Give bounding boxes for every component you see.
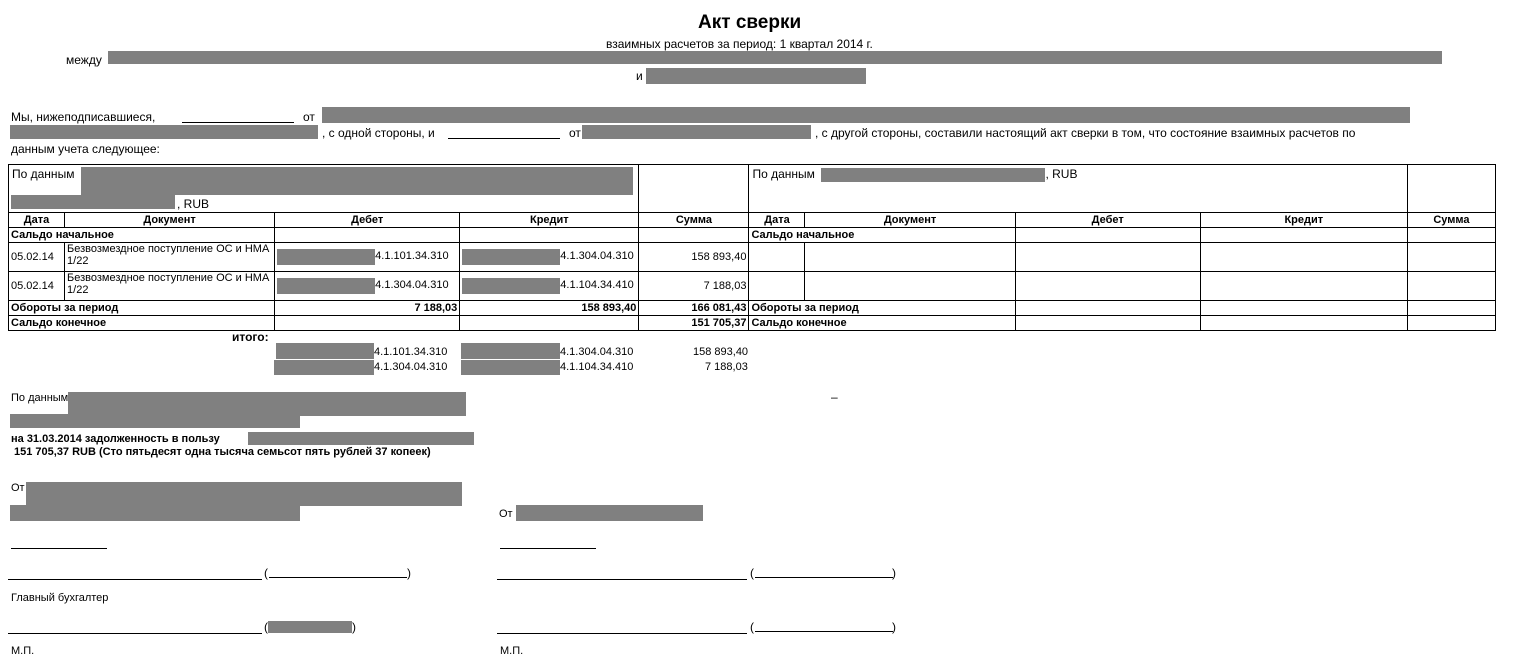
sign-from-right: От	[499, 508, 513, 520]
accountant-signature-line	[8, 633, 262, 634]
redacted-conclusion-party	[68, 392, 466, 416]
debt-line: на 31.03.2014 задолженность в пользу	[11, 433, 220, 445]
conclusion-dash: –	[831, 390, 838, 404]
row-document: Безвозмездное поступление ОС и НМА 1/22	[65, 243, 275, 272]
redacted-account	[461, 343, 560, 359]
saldo-end-sum: 151 705,37	[639, 316, 749, 331]
turnover-debit: 7 188,03	[275, 301, 460, 316]
stamp-right: М.П.	[500, 645, 524, 657]
right-party-header	[749, 165, 1407, 213]
col-date: Дата	[9, 213, 65, 228]
name-blank-left	[269, 577, 407, 578]
totals-sum-2: 7 188,03	[705, 361, 748, 373]
left-by-data-label: По данным	[12, 167, 75, 181]
redacted-left-party-2	[11, 195, 175, 209]
redacted-left-party	[81, 167, 633, 195]
debt-amount: 151 705,37 RUB (Сто пятьдесят одна тысяча семьсот пять рублей 37 копеек)	[14, 446, 431, 458]
chief-accountant-label: Главный бухгалтер	[11, 592, 109, 604]
row-date: 05.02.14	[9, 243, 65, 272]
document-subtitle: взаимных расчетов за период: 1 квартал 2014 г.	[606, 37, 873, 51]
intro-we: Мы, нижеподписавшиеся,	[11, 110, 156, 124]
intro-from-2: от	[569, 126, 581, 140]
redacted-org-2	[582, 125, 811, 139]
position-blank-right	[500, 548, 596, 549]
col-document: Документ	[65, 213, 275, 228]
col-sum: Сумма	[639, 213, 749, 228]
totals-debit-1: 4.1.101.34.310	[374, 346, 448, 358]
left-currency: , RUB	[177, 197, 210, 211]
table-row	[9, 272, 1496, 301]
row-debit: 4.1.304.04.310	[275, 272, 460, 301]
redacted-right-party	[821, 168, 1045, 182]
row-date: 05.02.14	[9, 272, 65, 301]
name-blank-right	[755, 577, 893, 578]
conclusion-by-data: По данным	[11, 392, 69, 404]
redacted-account	[277, 249, 375, 265]
right-by-data-label: По данным	[752, 167, 815, 181]
row-credit: 4.1.104.34.410	[460, 272, 639, 301]
turnover-credit: 158 893,40	[460, 301, 639, 316]
redacted-sign-org-left	[26, 482, 462, 506]
redacted-org-1b	[10, 125, 318, 139]
totals-label: итого:	[232, 330, 269, 344]
signature-line-right	[497, 579, 747, 580]
turnover-sum: 166 081,43	[639, 301, 749, 316]
saldo-start-right: Сальдо начальное	[749, 228, 1015, 243]
intro-data: данным учета следующее:	[11, 142, 160, 156]
row-sum: 158 893,40	[639, 243, 749, 272]
between-label: между	[66, 53, 102, 67]
col-credit-right: Кредит	[1200, 213, 1407, 228]
signer-1-blank	[182, 122, 294, 123]
row-debit: 4.1.101.34.310	[275, 243, 460, 272]
totals-credit-2: 4.1.104.34.410	[560, 361, 634, 373]
redacted-account	[277, 278, 375, 294]
col-debit: Дебет	[275, 213, 460, 228]
intro-from-1: от	[303, 110, 315, 124]
redacted-account	[461, 360, 560, 375]
stamp-left: М.П.	[11, 645, 35, 657]
turnover-label-right: Обороты за период	[749, 301, 1015, 316]
table-row	[9, 243, 1496, 272]
redacted-org-1a	[322, 107, 1410, 123]
row-credit: 4.1.304.04.310	[460, 243, 639, 272]
redacted-account	[274, 360, 374, 375]
redacted-account	[462, 278, 560, 294]
position-blank-left	[11, 548, 107, 549]
redacted-account	[462, 249, 560, 265]
saldo-end-label-right: Сальдо конечное	[749, 316, 1015, 331]
redacted-conclusion-party-2	[10, 414, 300, 428]
col-date-right: Дата	[749, 213, 805, 228]
totals-credit-1: 4.1.304.04.310	[560, 346, 634, 358]
and-label: и	[636, 69, 643, 83]
turnover-label: Обороты за период	[9, 301, 275, 316]
redacted-party-1	[108, 51, 1442, 64]
row-document: Безвозмездное поступление ОС и НМА 1/22	[65, 272, 275, 301]
sign-from-left: От	[11, 482, 25, 494]
redacted-account	[276, 343, 374, 359]
totals-sum-1: 158 893,40	[693, 346, 749, 358]
saldo-end-label: Сальдо конечное	[9, 316, 275, 331]
accountant-name-blank-right	[755, 631, 893, 632]
reconciliation-table	[8, 164, 1496, 331]
intro-one-side: , с одной стороны, и	[322, 126, 435, 140]
document-title: Акт сверки	[698, 12, 802, 33]
redacted-sign-org-right	[516, 505, 703, 521]
row-sum: 7 188,03	[639, 272, 749, 301]
accountant-signature-line-right	[497, 633, 747, 634]
redacted-creditor	[248, 432, 474, 445]
col-sum-right: Сумма	[1407, 213, 1495, 228]
col-document-right: Документ	[805, 213, 1015, 228]
saldo-start-left: Сальдо начальное	[9, 228, 275, 243]
signer-2-blank	[448, 138, 560, 139]
totals-debit-2: 4.1.304.04.310	[374, 361, 448, 373]
redacted-party-2	[646, 68, 866, 84]
right-currency: , RUB	[1045, 167, 1078, 181]
signature-line-left	[8, 579, 262, 580]
redacted-sign-org-left-2	[10, 505, 300, 521]
col-credit: Кредит	[460, 213, 639, 228]
left-party-header	[9, 165, 639, 213]
redacted-accountant-name	[268, 621, 352, 633]
col-debit-right: Дебет	[1015, 213, 1200, 228]
intro-other-side: , с другой стороны, составили настоящий акт сверки в том, что состояние взаимных расчетов по	[815, 126, 1356, 140]
